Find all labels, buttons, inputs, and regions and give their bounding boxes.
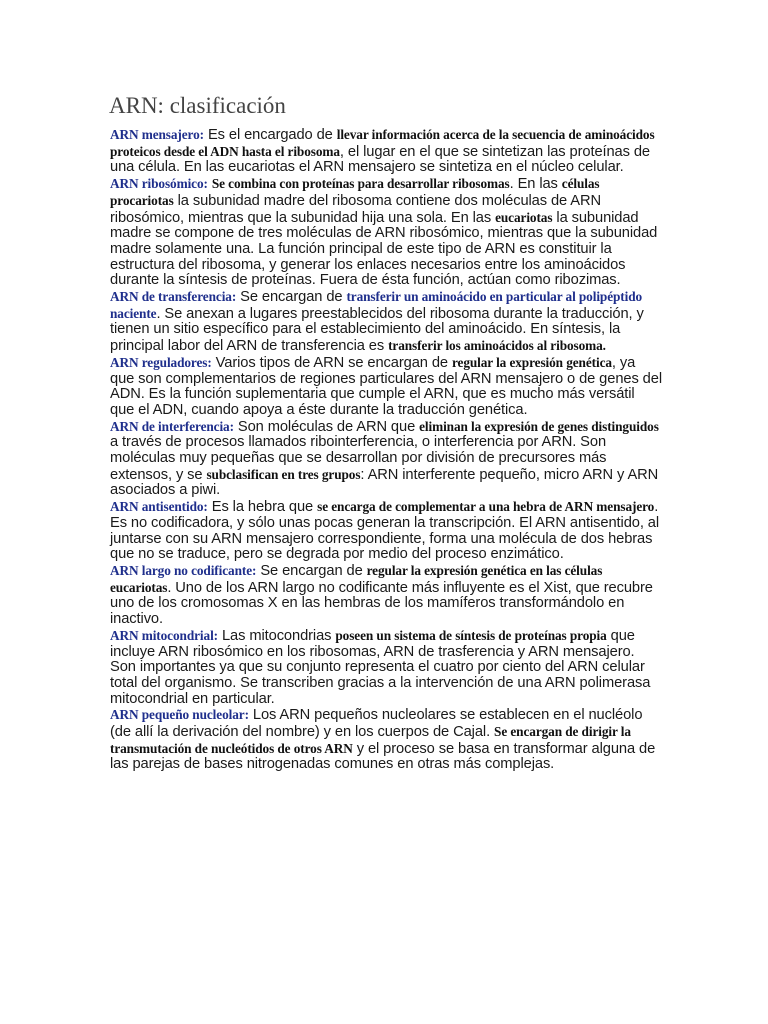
body-text-run: : ARN interferente pequeño, micro ARN y ARN asociados a piwi. bbox=[110, 466, 659, 499]
body-text-run: Son moléculas de ARN que bbox=[233, 418, 420, 435]
body-text-run: . Se anexan a lugares preestablecidos del ribosoma durante la traducción, y tienen un sitio específico para el establecimiento del aminoácido. En síntesis, la principal labor del ARN de transferencia es bbox=[110, 305, 644, 355]
body-text-run: Es el encargado de bbox=[204, 127, 337, 143]
body-text-run: . Es no codificadora, y sólo unas pocas generan la transcripción. El ARN antisentido, al juntarse con su ARN mensajero correspondiente, forma una molécula de dos hebras que no se traduce, pero se degrada por medio del proceso enzimático. bbox=[110, 499, 660, 563]
paragraph bbox=[110, 355, 662, 419]
paragraph bbox=[110, 127, 662, 176]
section-term: ARN mitocondrial: bbox=[110, 627, 218, 643]
section-term: ARN largo no codificante: bbox=[110, 562, 257, 578]
body-text-run: . En las bbox=[509, 176, 562, 193]
body-text-run: Se encargan de bbox=[256, 562, 367, 579]
emphasis-text: regular la expresión genética bbox=[451, 354, 612, 370]
body-text-run: . Uno de los ARN largo no codificante más influyente es el Xist, que recubre uno de los cromosomas X en las hembras de los mamíferos transformándolo en inactivo. bbox=[110, 579, 653, 628]
emphasis-text: Se encargan de dirigir la transmutación de nucleótidos de otros ARN bbox=[110, 724, 631, 756]
paragraph bbox=[110, 563, 662, 628]
section-term: ARN pequeño nucleolar: bbox=[110, 707, 249, 723]
body-text-run: Es la hebra que bbox=[207, 499, 318, 516]
section-term: ARN ribosómico: bbox=[110, 176, 208, 192]
paragraph bbox=[110, 499, 662, 563]
paragraph bbox=[110, 289, 662, 355]
emphasis-text: subclasifican en tres grupos bbox=[206, 466, 361, 482]
paragraph bbox=[110, 176, 662, 289]
emphasis-text: Se combina con proteínas para desarrollar ribosomas bbox=[211, 176, 510, 192]
body-text-run: la subunidad madre del ribosoma contiene dos moléculas de ARN ribosómico, mientras que la subunidad hija una sola. En las bbox=[110, 192, 601, 226]
body-text-run: Los ARN pequeños nucleolares se establecen en el nucléolo (de allí la derivación del nombre) y en los cuerpos de Cajal. bbox=[110, 707, 643, 741]
emphasis-text: células procariotas bbox=[110, 176, 600, 208]
page-title: ARN: clasificación bbox=[109, 93, 286, 118]
emphasis-text: se encarga de complementar a una hebra de ARN mensajero bbox=[317, 499, 655, 515]
emphasis-text: llevar información acerca de la secuencia de aminoácidos proteicos desde el ADN hasta el ribosoma bbox=[110, 127, 655, 159]
body-text-run: , ya que son complementarios de regiones particulares del ARN mensajero o de genes del ADN. Es la función suplementaria que cumple el ARN, que es mucho más versátil que el ADN, cuando apoya a éste durante la traducción genética. bbox=[110, 354, 662, 418]
paragraph bbox=[110, 707, 662, 773]
paragraph bbox=[110, 628, 662, 708]
emphasis-text: transferir los aminoácidos al ribosoma. bbox=[388, 338, 606, 354]
document-body bbox=[110, 127, 662, 773]
body-text-run: que incluye ARN ribosómico en los ribosomas, ARN de trasferencia y ARN mensajero. Son importantes ya que su conjunto representa el cuatro por ciento del ARN celular total del organismo. Se transcriben gracias a la intervención de una ARN polimerasa mitocondrial en particular. bbox=[110, 627, 651, 707]
body-text-run: , el lugar en el que se sintetizan las proteínas de una célula. En las eucariotas el ARN mensajero se sintetiza en el núcleo celular. bbox=[110, 143, 650, 176]
emphasis-text: regular la expresión genética en las células eucariotas bbox=[110, 562, 603, 595]
body-text-run: Las mitocondrias bbox=[218, 627, 336, 644]
paragraph bbox=[110, 419, 662, 500]
section-term: ARN de transferencia: bbox=[110, 289, 237, 305]
body-text-run: la subunidad madre se compone de tres moléculas de ARN ribosómico, mientras que la subunidad madre solamente una. La función principal de este tipo de ARN es constituir la estructura del ribosoma, y generar los enlaces necesarios entre los aminoácidos durante la síntesis de proteínas. Fuera de ésta función, actúan como ribozimas. bbox=[110, 209, 658, 289]
body-text-run: a través de procesos llamados ribointerferencia, o interferencia por ARN. Son moléculas muy pequeñas que se desarrollan por división de precursores más extensos, y se bbox=[110, 434, 607, 483]
body-text-run: Varios tipos de ARN se encargan de bbox=[211, 354, 452, 371]
emphasis-text: eucariotas bbox=[495, 209, 553, 225]
section-term: ARN de interferencia: bbox=[110, 418, 234, 434]
section-term: ARN reguladores: bbox=[110, 354, 212, 370]
emphasis-text: eliminan la expresión de genes distinguidos bbox=[419, 418, 659, 434]
section-term: ARN mensajero: bbox=[110, 127, 204, 142]
body-text-run: Se encargan de bbox=[236, 289, 347, 306]
emphasis-text: transferir un aminoácido en particular al polipéptido naciente bbox=[110, 289, 643, 321]
body-text-run: y el proceso se basa en transformar alguna de las parejas de bases nitrogenadas comunes en otras más complejas. bbox=[110, 740, 656, 773]
emphasis-text: poseen un sistema de síntesis de proteínas propia bbox=[335, 627, 607, 643]
section-term: ARN antisentido: bbox=[110, 499, 208, 515]
